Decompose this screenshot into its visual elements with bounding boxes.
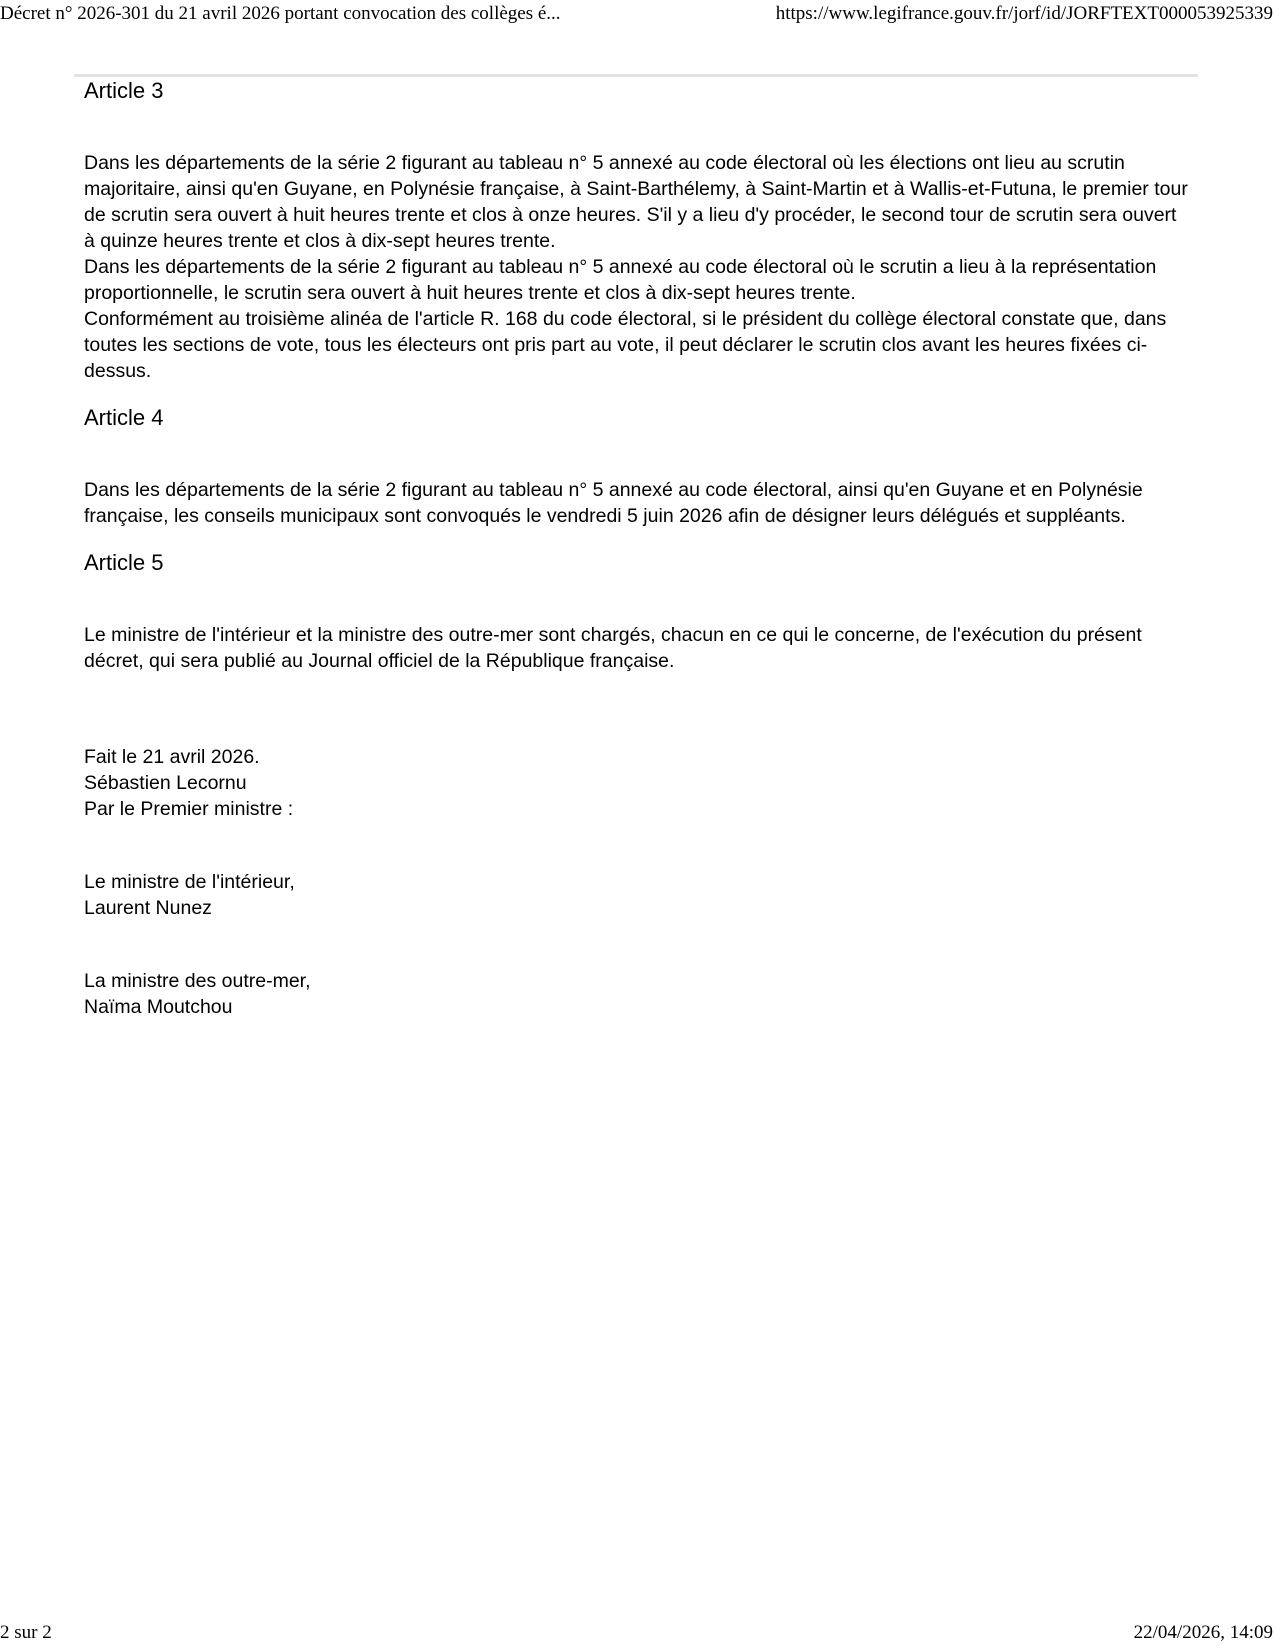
article-paragraph: Dans les départements de la série 2 figurant au tableau n° 5 annexé au code électoral, ainsi qu'en Guyane et en Polynésie française, les conseils municipaux sont convoqués le vendredi 5 juin 2026 afin de désigner leurs délégués et suppléants. [84,479,1143,527]
signatory-role: La ministre des outre-mer, [84,970,311,992]
signature-premier-ministre [84,770,1198,822]
article-paragraph: Conformément au troisième alinéa de l'article R. 168 du code électoral, si le président du collège électoral constate que, dans toutes les sections de vote, tous les électeurs ont pris part au vote, il peut déclarer le scrutin clos avant les heures fixées ci-dessus. [84,308,1167,382]
print-header-url: https://www.legifrance.gouv.fr/jorf/id/JORFTEXT000053925339 [775,3,1273,24]
article-heading: Article 3 [84,78,164,103]
print-footer [0,1622,1275,1650]
article-3 [74,77,1198,384]
signatory-role: Par le Premier ministre : [84,798,294,820]
print-header [0,0,1275,28]
signatory-name: Sébastien Lecornu [84,772,247,794]
signature-block [74,744,1198,1020]
signature-ministre-outremer [84,968,1198,1020]
article-body [84,477,1192,529]
article-heading: Article 5 [84,550,164,575]
signature-date: Fait le 21 avril 2026. [84,746,260,768]
article-body [84,622,1192,674]
article-body [84,150,1192,384]
article-heading: Article 4 [84,405,164,430]
signature-ministre-interieur [84,869,1198,921]
article-paragraph: Le ministre de l'intérieur et la ministre des outre-mer sont chargés, chacun en ce qui le concerne, de l'exécution du présent décret, qui sera publié au Journal officiel de la République française. [84,624,1142,672]
print-header-title: Décret n° 2026-301 du 21 avril 2026 portant convocation des collèges é... [0,3,561,24]
article-paragraph: Dans les départements de la série 2 figurant au tableau n° 5 annexé au code électoral où le scrutin a lieu à la représentation proportionnelle, le scrutin sera ouvert à huit heures trente et clos à dix-sept heures trente. [84,256,1157,304]
signatory-name: Laurent Nunez [84,897,212,919]
article-5 [74,549,1198,674]
signatory-role: Le ministre de l'intérieur, [84,871,295,893]
print-datetime: 22/04/2026, 14:09 [1133,1622,1273,1643]
decree-content [74,74,1198,1067]
article-4 [74,404,1198,529]
page-number: 2 sur 2 [0,1622,52,1643]
article-paragraph: Dans les départements de la série 2 figurant au tableau n° 5 annexé au code électoral où les élections ont lieu au scrutin majoritaire, ainsi qu'en Guyane, en Polynésie française, à Saint-Barthélemy, à Saint-Martin et à Wallis-et-Futuna, le premier tour de scrutin sera ouvert à huit heures trente et clos à onze heures. S'il y a lieu d'y procéder, le second tour de scrutin sera ouvert à quinze heures trente et clos à dix-sept heures trente. [84,152,1188,252]
signatory-name: Naïma Moutchou [84,996,233,1018]
